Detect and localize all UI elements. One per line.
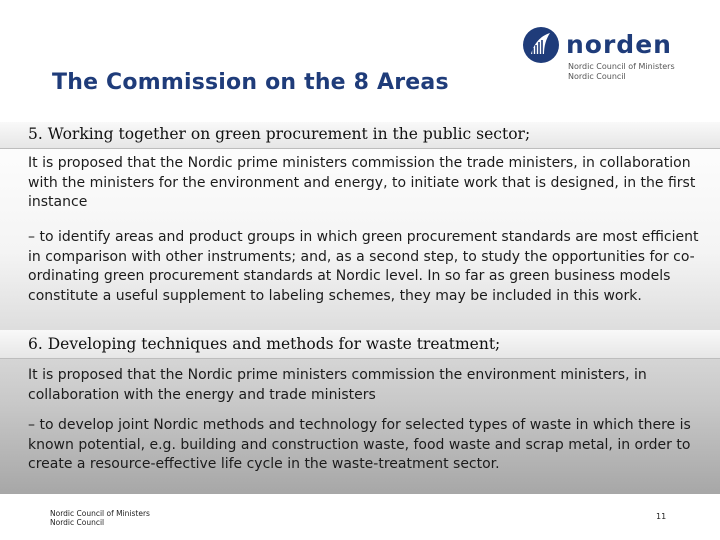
section-6-paragraph-1: It is proposed that the Nordic prime ministers commission the environment ministers, in collaboration with the energy and trade ministers <box>28 367 647 403</box>
header-org-line-2: Nordic Council <box>568 72 626 81</box>
norden-logo <box>522 26 682 66</box>
logo-wordmark: norden <box>566 30 672 59</box>
section-heading-5 <box>0 122 720 149</box>
section-heading-5-text: 5. Working together on green procurement in the public sector; <box>28 125 531 143</box>
footer-org-line-1: Nordic Council of Ministers <box>50 509 150 518</box>
slide-title: The Commission on the 8 Areas <box>52 70 449 95</box>
slide-header <box>0 0 720 122</box>
section-6-paragraph-2: – to develop joint Nordic methods and technology for selected types of waste in which there is known potential, e.g. building and construction waste, food waste and scrap metal, in order to create a resource-effective life cycle in the waste-treatment sector. <box>28 417 691 472</box>
slide-content <box>0 122 720 494</box>
footer-org-lines <box>50 509 150 527</box>
slide-footer <box>0 494 720 540</box>
section-heading-6 <box>0 330 720 359</box>
header-org-line-1: Nordic Council of Ministers <box>568 62 675 71</box>
header-org-lines <box>568 62 675 82</box>
footer-org-line-2: Nordic Council <box>50 518 105 527</box>
section-5-paragraph-2: – to identify areas and product groups in which green procurement standards are most efficient in comparison with other instruments; and, as a second step, to study the opportunities for co-ordinating green procurement standards at Nordic level. In so far as green business models constitute a useful supplement to labeling schemes, they may be included in this work. <box>28 229 699 304</box>
section-5-paragraph-1: It is proposed that the Nordic prime ministers commission the trade ministers, in collaboration with the ministers for the environment and energy, to initiate work that is designed, in the first instance <box>28 155 696 210</box>
section-heading-6-text: 6. Developing techniques and methods for waste treatment; <box>28 335 501 353</box>
swan-logo-icon <box>522 26 560 64</box>
page-number: 11 <box>656 512 667 521</box>
